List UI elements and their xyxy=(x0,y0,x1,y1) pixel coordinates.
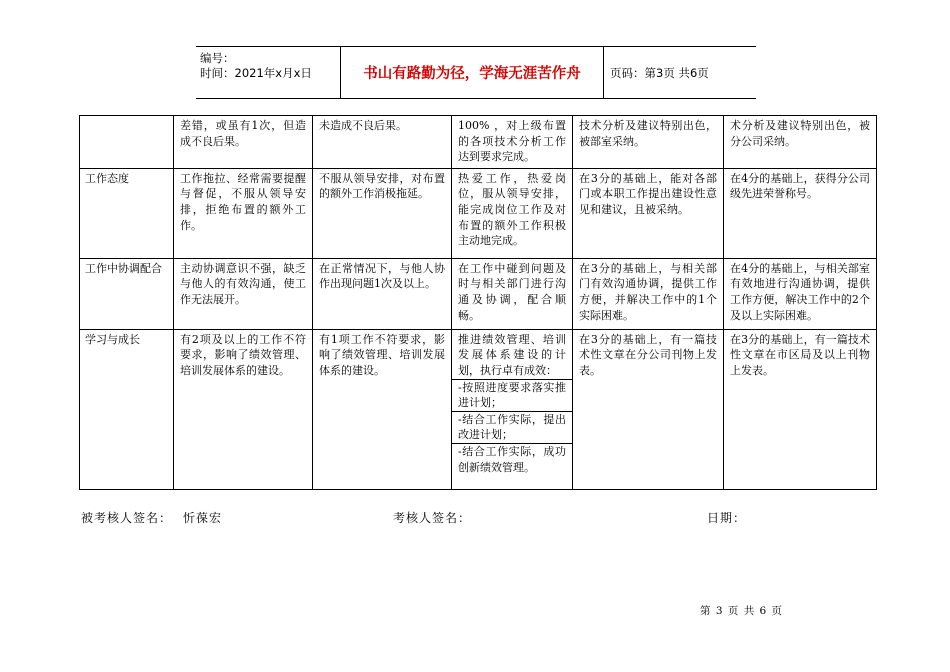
criteria-cell: 在4分的基础上，与相关部室有效地进行沟通协调，提供工作方便，解决工作中的2个及以上实际困难。 xyxy=(724,258,877,329)
criteria-cell: 工作拖拉、经常需要提醒与督促，不服从领导安排，拒绝布置的额外工作。 xyxy=(174,168,313,258)
criteria-cell: 不服从领导安排，对布置的额外工作消极拖延。 xyxy=(313,168,452,258)
criteria-cell: 在3分的基础上，有一篇技术性文章在市区局及以上刊物上发表。 xyxy=(724,329,877,489)
row-category: 工作态度 xyxy=(80,168,174,258)
row-category xyxy=(80,116,174,169)
criteria-cell: 主动协调意识不强，缺乏与他人的有效沟通，使工作无法展开。 xyxy=(174,258,313,329)
assessor-signature-label: 考核人签名： xyxy=(393,511,472,525)
table-row xyxy=(80,168,877,258)
table-row xyxy=(80,329,877,489)
criteria-cell: 技术分析及建议特别出色，被部室采纳。 xyxy=(573,116,724,169)
row-category: 工作中协调配合 xyxy=(80,258,174,329)
criteria-cell: 在3分的基础上，有一篇技术性文章在分公司刊物上发表。 xyxy=(573,329,724,489)
row-category: 学习与成长 xyxy=(80,329,174,489)
page-header xyxy=(196,46,756,99)
criteria-cell xyxy=(452,329,573,489)
header-meta xyxy=(196,47,341,98)
criteria-cell: 100% ，对上级布置的各项技术分析工作达到要求完成。 xyxy=(452,116,573,169)
assessee-signature-label: 被考核人签名： xyxy=(81,511,173,525)
assessee-name: 忻葆宏 xyxy=(183,511,223,525)
table-row xyxy=(80,116,877,169)
sign-date-label: 日期： xyxy=(707,511,747,525)
criteria-cell: 术分析及建议特别出色，被分公司采纳。 xyxy=(724,116,877,169)
criteria-subitem: -按照进度要求落实推进计划； xyxy=(452,379,572,411)
header-page-label: 页码：第3页 共6页 xyxy=(610,65,709,80)
criteria-cell: 在3分的基础上，能对各部门或本职工作提出建设性意见和建议，且被采纳。 xyxy=(573,168,724,258)
criteria-cell: 未造成不良后果。 xyxy=(313,116,452,169)
header-motto: 书山有路勤为径，学海无涯苦作舟 xyxy=(341,47,604,98)
criteria-cell: 差错，或虽有1次，但造成不良后果。 xyxy=(174,116,313,169)
document-date: 时间：2021年x月x日 xyxy=(200,66,312,80)
table-row xyxy=(80,258,877,329)
criteria-cell: 在工作中碰到问题及时与相关部门进行沟通及协调，配合顺畅。 xyxy=(452,258,573,329)
document-number-label: 编号： xyxy=(200,51,235,65)
signature-line xyxy=(79,509,876,527)
assessment-table xyxy=(79,115,877,490)
criteria-cell: 在4分的基础上，获得分公司级先进荣誉称号。 xyxy=(724,168,877,258)
criteria-cell: 有1项工作不符要求，影响了绩效管理、培训发展体系的建设。 xyxy=(313,329,452,489)
page-footer: 第 3 页 共 6 页 xyxy=(700,605,784,617)
criteria-subitem: -结合工作实际，成功创新绩效管理。 xyxy=(452,443,572,475)
criteria-cell: 有2项及以上的工作不符要求，影响了绩效管理、培训发展体系的建设。 xyxy=(174,329,313,489)
criteria-cell: 在正常情况下，与他人协作出现问题1次及以上。 xyxy=(313,258,452,329)
criteria-subitem: -结合工作实际，提出改进计划； xyxy=(452,411,572,443)
criteria-cell: 在3分的基础上，与相关部门有效沟通协调，提供工作方便，并解决工作中的1个实际困难。 xyxy=(573,258,724,329)
criteria-cell: 热爱工作，热爱岗位，服从领导安排，能完成岗位工作及对布置的额外工作积极主动地完成。 xyxy=(452,168,573,258)
criteria-subitem: 推进绩效管理、培训发展体系建设的计划，执行卓有成效： xyxy=(458,332,566,377)
